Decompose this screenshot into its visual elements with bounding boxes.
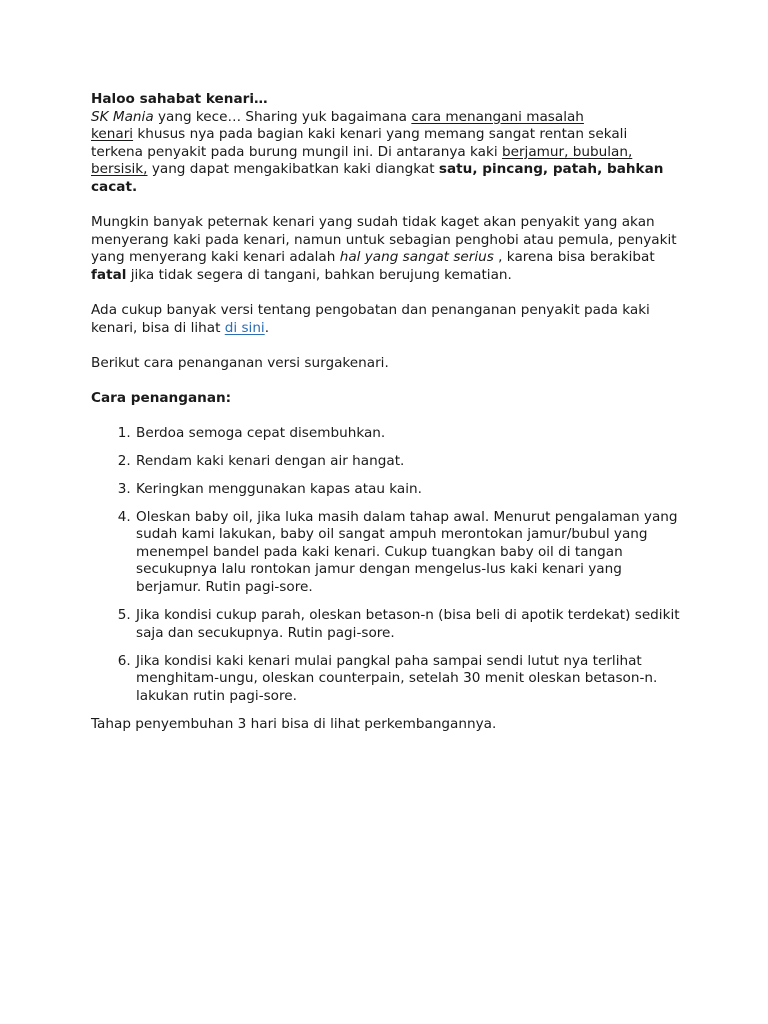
- intro-underline-conditions: berjamur, bubulan, bersisik,: [91, 143, 633, 178]
- di-sini-link[interactable]: di sini: [224, 319, 265, 336]
- intro-sk-mania: SK Mania: [91, 108, 154, 125]
- para2-text-c: jika tidak segera di tangani, bahkan berujung kematian.: [126, 266, 512, 283]
- list-item: 2. Rendam kaki kenari dengan air hangat.: [135, 453, 681, 471]
- paragraph-3: [91, 302, 681, 337]
- intro-bold-effects: satu, pincang, patah, bahkan cacat.: [91, 161, 664, 195]
- para2-text-b: , karena bisa berakibat: [493, 249, 655, 266]
- para2-bold-fatal: fatal: [91, 266, 127, 283]
- paragraph-2: [91, 214, 681, 284]
- steps-heading: Cara penanganan:: [91, 390, 232, 407]
- list-item: 4. Oleskan baby oil, jika luka masih dalam tahap awal. Menurut pengalaman yang sudah kami lakukan, baby oil sangat ampuh merontokan jamur/bubul yang menempel bandel pada kaki kenari. Cukup tuangkan baby oil di tangan secukupnya lalu rontokan jamur dengan mengelus-lus kaki kenari yang berjamur. Rutin pagi-sore.: [135, 509, 681, 597]
- intro-text-a: yang kece… Sharing yuk bagaimana: [153, 108, 412, 125]
- closing-paragraph: Tahap penyembuhan 3 hari bisa di lihat perkembangannya.: [91, 715, 497, 732]
- list-item: 6. Jika kondisi kaki kenari mulai pangkal paha sampai sendi lutut nya terlihat menghitam-ungu, oleskan counterpain, setelah 30 menit oleskan betason-n. lakukan rutin pagi-sore.: [135, 653, 681, 706]
- para3-text-b: .: [264, 319, 270, 336]
- intro-underline-cara: cara menangani masalah: [411, 108, 584, 125]
- document-body: [91, 91, 681, 733]
- intro-text-b: khusus nya pada bagian kaki kenari yang memang sangat rentan sekali terkena penyakit pada burung mungil ini. Di antaranya kaki: [91, 126, 628, 160]
- para2-italic: hal yang sangat serius: [339, 249, 494, 266]
- para2-text-a: Mungkin banyak peternak kenari yang sudah tidak kaget akan penyakit yang akan menyerang kaki pada kenari, namun untuk sebagian penghobi atau pemula, penyakit yang menyerang kaki kenari adalah: [91, 214, 677, 266]
- paragraph-4: Berikut cara penanganan versi surgakenari.: [91, 354, 389, 371]
- intro-paragraph: [91, 91, 681, 197]
- list-item: 5. Jika kondisi cukup parah, oleskan betason-n (bisa beli di apotik terdekat) sedikit saja dan secukupnya. Rutin pagi-sore.: [135, 607, 681, 642]
- intro-underline-kenari: kenari: [91, 126, 134, 143]
- steps-list: [91, 425, 681, 706]
- list-item: 3. Keringkan menggunakan kapas atau kain.: [135, 481, 681, 499]
- intro-heading: Haloo sahabat kenari…: [91, 91, 268, 107]
- intro-text-c: yang dapat mengakibatkan kaki diangkat: [147, 161, 439, 178]
- list-item: 1. Berdoa semoga cepat disembuhkan.: [135, 425, 681, 443]
- para3-text-a: Ada cukup banyak versi tentang pengobatan dan penanganan penyakit pada kaki kenari, bisa di lihat: [91, 302, 650, 336]
